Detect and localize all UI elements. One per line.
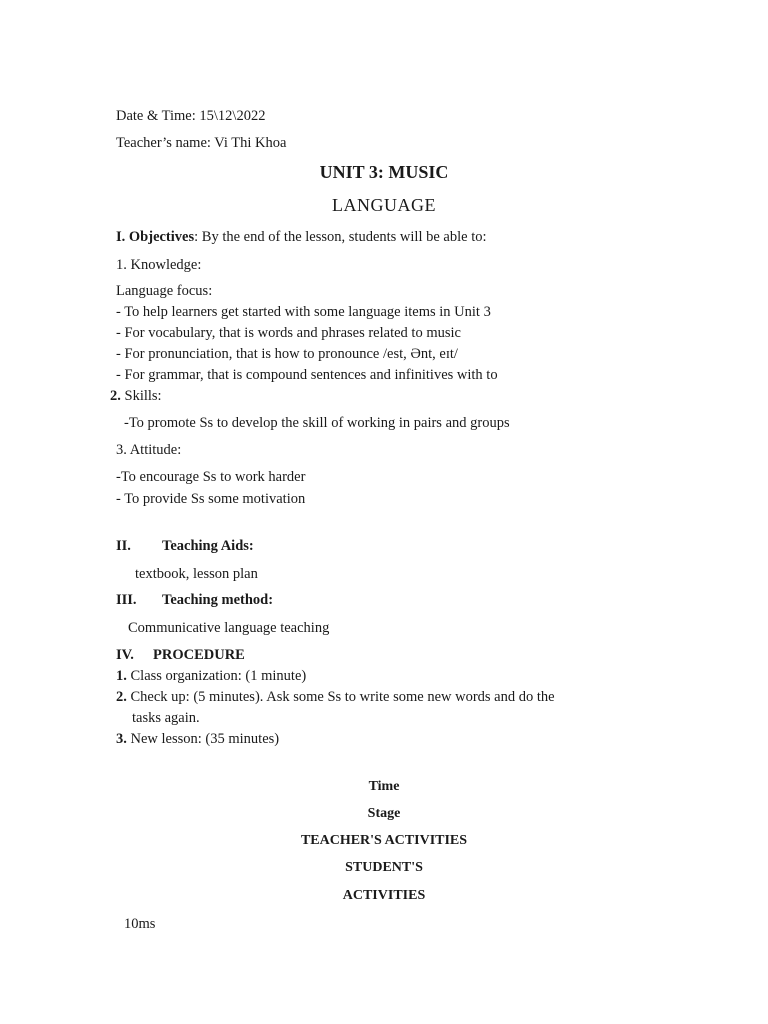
procedure-step bbox=[116, 688, 555, 706]
focus-item: - For vocabulary, that is words and phrases related to music bbox=[116, 325, 461, 341]
skills-heading bbox=[110, 387, 162, 405]
step-text: Check up: (5 minutes). Ask some Ss to write some new words and do the bbox=[126, 689, 555, 705]
step-number: 3. bbox=[116, 731, 127, 747]
lesson-title: LANGUAGE bbox=[332, 195, 436, 215]
teaching-method-number: III. bbox=[116, 592, 137, 608]
focus-item: - For pronunciation, that is how to pronounce /est, Ənt, eɪt/ bbox=[116, 346, 458, 362]
objectives-heading bbox=[116, 228, 487, 246]
procedure-number: IV. bbox=[116, 647, 134, 663]
date-time-line: Date & Time: 15\12\2022 bbox=[116, 108, 266, 124]
skills-number: 2. bbox=[110, 388, 121, 404]
teaching-aids-text: textbook, lesson plan bbox=[135, 566, 258, 582]
teaching-method-heading: Teaching method: bbox=[162, 592, 274, 608]
procedure-step bbox=[116, 667, 306, 685]
teacher-name-line: Teacher’s name: Vi Thi Khoa bbox=[116, 135, 287, 151]
step-text: Class organization: (1 minute) bbox=[126, 668, 307, 684]
knowledge-heading: 1. Knowledge: bbox=[116, 257, 202, 273]
attitude-item: - To provide Ss some motivation bbox=[116, 491, 306, 507]
procedure-heading: PROCEDURE bbox=[153, 647, 245, 663]
table-header-stage: Stage bbox=[367, 806, 401, 821]
objectives-label: I. Objectives bbox=[116, 229, 195, 245]
attitude-item: -To encourage Ss to work harder bbox=[116, 469, 306, 485]
step-number: 1. bbox=[116, 668, 127, 684]
procedure-step bbox=[116, 730, 279, 748]
teaching-aids-number: II. bbox=[116, 538, 131, 554]
table-header-student-activities-line1: STUDENT'S bbox=[345, 860, 423, 875]
skills-text: -To promote Ss to develop the skill of working in pairs and groups bbox=[124, 415, 510, 431]
procedure-step-continued: tasks again. bbox=[132, 710, 200, 726]
step-number: 2. bbox=[116, 689, 127, 705]
teaching-aids-heading: Teaching Aids: bbox=[162, 538, 254, 554]
skills-label: Skills: bbox=[120, 388, 162, 404]
language-focus-label: Language focus: bbox=[116, 283, 213, 299]
focus-item: - To help learners get started with some language items in Unit 3 bbox=[116, 304, 491, 320]
teaching-method-text: Communicative language teaching bbox=[128, 620, 330, 636]
table-cell-time: 10ms bbox=[124, 916, 156, 932]
table-header-time: Time bbox=[368, 779, 400, 794]
step-text: New lesson: (35 minutes) bbox=[126, 731, 280, 747]
table-header-student-activities-line2: ACTIVITIES bbox=[342, 888, 426, 903]
attitude-heading: 3. Attitude: bbox=[116, 442, 182, 458]
focus-item: - For grammar, that is compound sentences and infinitives with to bbox=[116, 367, 498, 383]
unit-title: UNIT 3: MUSIC bbox=[319, 162, 449, 182]
table-header-teacher-activities: TEACHER'S ACTIVITIES bbox=[300, 833, 468, 848]
objectives-text: : By the end of the lesson, students will be able to: bbox=[194, 229, 487, 245]
